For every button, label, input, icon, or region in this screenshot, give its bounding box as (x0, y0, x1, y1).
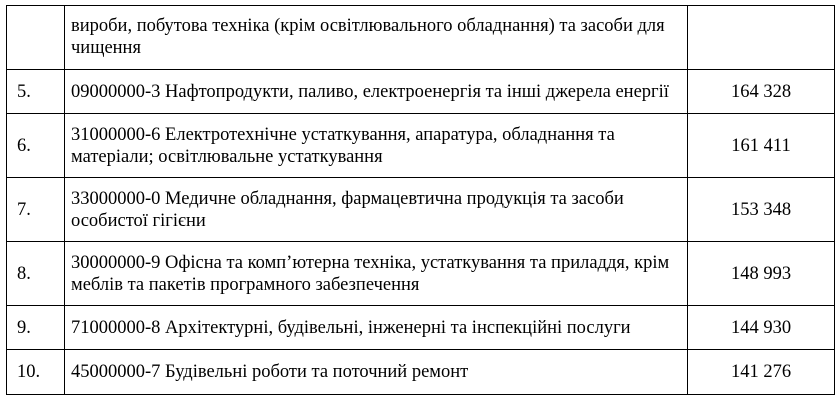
row-value: 164 328 (688, 70, 835, 114)
row-description: 71000000-8 Архітектурні, будівельні, інженерні та інспекційні послуги (65, 306, 688, 350)
procurement-table (6, 5, 835, 395)
row-value: 161 411 (688, 114, 835, 178)
row-value: 153 348 (688, 178, 835, 242)
table-row (7, 114, 835, 178)
row-number: 7. (7, 178, 65, 242)
row-value: 141 276 (688, 350, 835, 395)
row-number: 5. (7, 70, 65, 114)
table-row (7, 242, 835, 306)
row-description: 09000000-3 Нафтопродукти, паливо, електроенергія та інші джерела енергії (65, 70, 688, 114)
table-row (7, 350, 835, 395)
row-description: 45000000-7 Будівельні роботи та поточний ремонт (65, 350, 688, 395)
table-row (7, 70, 835, 114)
row-number: 10. (7, 350, 65, 395)
row-number (7, 6, 65, 70)
row-number: 9. (7, 306, 65, 350)
row-description: 30000000-9 Офісна та комп’ютерна техніка, устаткування та приладдя, крім меблів та пакетів програмного забезпечення (65, 242, 688, 306)
row-value (688, 6, 835, 70)
table-row (7, 306, 835, 350)
row-value: 144 930 (688, 306, 835, 350)
row-number: 8. (7, 242, 65, 306)
row-description: 33000000-0 Медичне обладнання, фармацевтична продукція та засоби особистої гігієни (65, 178, 688, 242)
row-description: вироби, побутова техніка (крім освітлювального обладнання) та засоби для чищення (65, 6, 688, 70)
row-value: 148 993 (688, 242, 835, 306)
row-description: 31000000-6 Електротехнічне устаткування, апаратура, обладнання та матеріали; освітлювальне устаткування (65, 114, 688, 178)
table-row (7, 178, 835, 242)
row-number: 6. (7, 114, 65, 178)
table-row (7, 6, 835, 70)
